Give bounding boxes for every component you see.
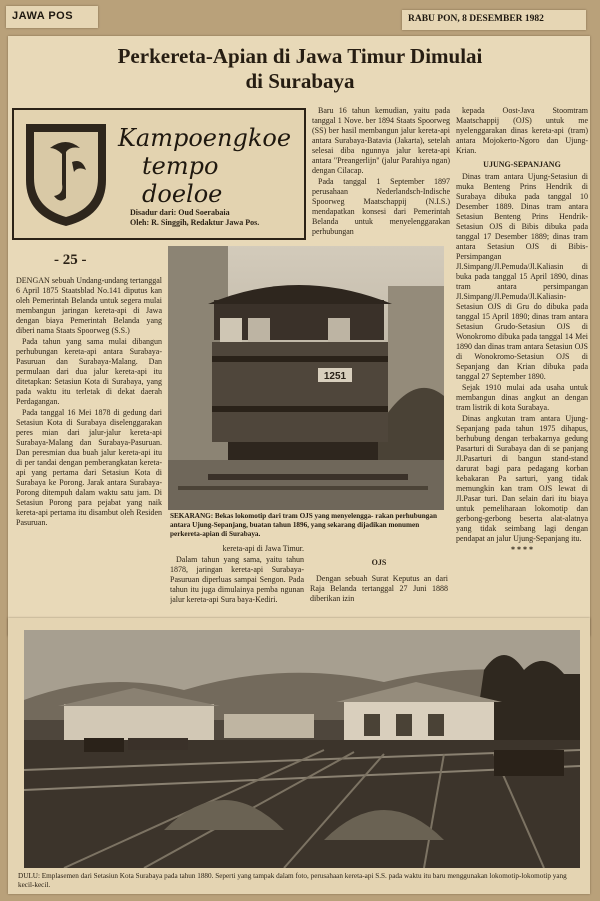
ujung-sepanjang-subhead: UJUNG-SEPANJANG: [483, 160, 561, 169]
column-4: [456, 106, 588, 628]
rubric-box: [12, 108, 306, 240]
col3-paragraph-1: Dengan sebuah Surat Keputus an dari Raja Belanda tertanggal 27 Juni 1888 diberikan izin: [310, 574, 448, 603]
col4-paragraph-2: Dinas tram antara Ujung-Setasiun di muka Benteng Prins Hendrik di Surabaya dibuka pada tanggal 10 Desember 1889. Dinas tram antara Setasiun Benteng Prins Hendrik-Setasiun OJS di Bibis dibuka pada tanggal 17 Desember 1889; dinas tram antara Setasiun OJS di Bibis-Persimpangan Jl.Simpang/Jl.Pemuda/Jl.Kaliasin di buka pada tanggal 15 April 1890, dinas tram antara persimpangan Jl.Simpang/Jl.Pemuda/Jl.Kaliasin-Setasiun OJS di Gru do dibuka pada tanggal 15 April 1890; dinas tram antara Setasiun Grudo-Setasiun OJS di Wonokromo dibuka pada tanggal 14 Mei 1890 dan dinas tram antara Setasiun OJS di Wonokromo-Setasiun OJS di Sepanjang dan Krian dibuka pada tanggal 27 September 1890.: [456, 172, 588, 381]
rubric-line-2: tempo doeloe: [142, 152, 223, 208]
masthead: JAWA POS: [12, 10, 74, 22]
ojs-subhead: OJS: [371, 558, 387, 567]
col1-paragraph-2: Pada tahun yang sama mulai dibangun perhubungan kereta-api antara Surabaya-Pasuruan dan Surabaya-Malang. Dan permulaan dari dua jalur kereta-api itu ditetapkan: Setasiun Kota di Surabaya, yang pada waktu itu terletak di dekat daerah Perdagangan.: [16, 337, 162, 406]
station-photo: [24, 630, 580, 868]
rubric-title: [118, 124, 304, 208]
credit-author: Oleh: R. Singgih, Redaktur Jawa Pos.: [130, 218, 260, 227]
col1-paragraph-1: DENGAN sebuah Undang-undang tertanggal 6 April 1875 Staatsblad No.141 diputus kan oleh Pemerintah Belanda untuk segera mulai membangun jaringan kereta-api di Jawa dengan biaya Pemerintah Belanda yang diberi nama Staats Spoorweg (S.S.): [16, 276, 162, 335]
date-clip: [402, 10, 586, 30]
column-2-bottom: [170, 544, 304, 616]
locomotive-number-plate: 1251: [323, 371, 347, 382]
col4-paragraph-4: Dinas angkutan tram antara Ujung-Sepanjang pada tahun 1975 dihapus, berhubung dengan terbakarnya gedung Pasarturi di Surabaya dan di se panjang Jl.Pasarturi di bangun stand-stand darurat bagi para pedagang korban kebakaran Pa sarturi, yang tidak memungkin kan tram OJS lewat di Jl.Pasar turi. Dan selain dari itu biaya untuk pemeliharaan lokomotip dan gerbong-gerbong beserta alat-alatnya yang tidak seimbang lagi dengan pendapat an jalur Ujung-Sepanjang itu.: [456, 414, 588, 543]
column-2-top: [312, 106, 450, 242]
end-mark: * * * *: [511, 545, 533, 554]
col2-bottom-paragraph-1: kereta-api di Jawa Timur.: [222, 544, 304, 553]
station-caption: DULU: Emplasemen dari Setasiun Kota Surabaya pada tahun 1880. Seperti yang tampak dalam foto, perusahaan kereta-api S.S. pada waktu itu baru menggunakan lokomotip-lokomotip yang kecil-kecil.: [18, 872, 567, 889]
installment-number: - 25 -: [54, 252, 87, 268]
col4-paragraph-1: kepada Oost-Java Stoomtram Maatschappij (OJS) untuk me nyelenggarakan dinas kereta-api (tram) antara Mojokerto-Ngoro dan Ujung-Krian.: [456, 106, 588, 155]
rubric-line-1: Kampoengkoe: [118, 124, 292, 152]
col4-paragraph-3: Sejak 1910 mulai ada usaha untuk membangun dinas angkut an dengan tram listrik di kota Surabaya.: [456, 383, 588, 412]
issue-date: RABU PON, 8 DESEMBER 1982: [408, 14, 544, 24]
col2-paragraph-1: Baru 16 tahun kemudian, yaitu pada tanggal 1 Nove. ber 1894 Staats Spoorweg (SS) ber hasil membangun jalur kereta-api antara Surabaya-Batavia (Jakarta), setelah selesai diba ngunnya jalur kereta-api antara "Preangerlijn" (jalur Parahiya ngan) dengan Cilacap.: [312, 106, 450, 175]
locomotive-photo: [168, 246, 444, 510]
column-3-bottom: [310, 556, 448, 612]
headline-line-1: Perkereta-Apian di Jawa Timur Dimulai: [117, 44, 483, 68]
headline-line-2: di Surabaya: [245, 69, 355, 93]
article-credit: [130, 208, 259, 228]
headline: [30, 44, 570, 94]
col2-paragraph-2: Pada tanggal 1 September 1897 perusahaan Nederlandsch-Indische Spoorweg Maatschappij (N.I.S.) mendapatkan konsesi dari Pemerintah Belanda untuk menyelenggarakan perhubungan: [312, 177, 450, 236]
station-illustration: [24, 630, 580, 868]
locomotive-illustration: [168, 246, 444, 510]
masthead-clip: [6, 6, 98, 28]
column-1: [16, 276, 162, 608]
col2-bottom-paragraph-2: Dalam tahun yang sama, yaitu tahun 1878, jaringan kereta-api Surabaya-Pasuruan diperluas sampai Sengon. Pada tahun itu juga dimulainya pemba ngunan jalur kereta-api Sura baya-Kediri.: [170, 555, 304, 604]
locomotive-caption: SEKARANG: Bekas lokomotip dari tram OJS yang menyelengga- rakan perhubungan antara Ujung-Sepanjang, buatan tahun 1896, yang sekarang dijadikan monumen perkereta-apian di Surabaya.: [170, 512, 437, 538]
surabaya-crest-icon: [20, 118, 112, 230]
credit-source: Disadur dari: Oud Soerabaia: [130, 208, 230, 217]
col1-paragraph-3: Pada tanggal 16 Mei 1878 di gedung dari Setasiun Kota di Surabaya diselenggarakan peres mian dari jalur-jalur kereta-api Surabaya-Malang dan Surabaya-Pasuruan. Dan peresmian dua buah jalur kereta-api itu di per tandai dengan pemberangkatan kereta-api yang pertama dari Setasiun Kota di Surabaya ke Porong. Jarak antara Surabaya-Porong ditempuh dalam waktu satu jam. Di Setasiun Porong para pejabat yang naik kereta-api pertama itu disambut oleh Residen Pasuruan.: [16, 408, 162, 527]
